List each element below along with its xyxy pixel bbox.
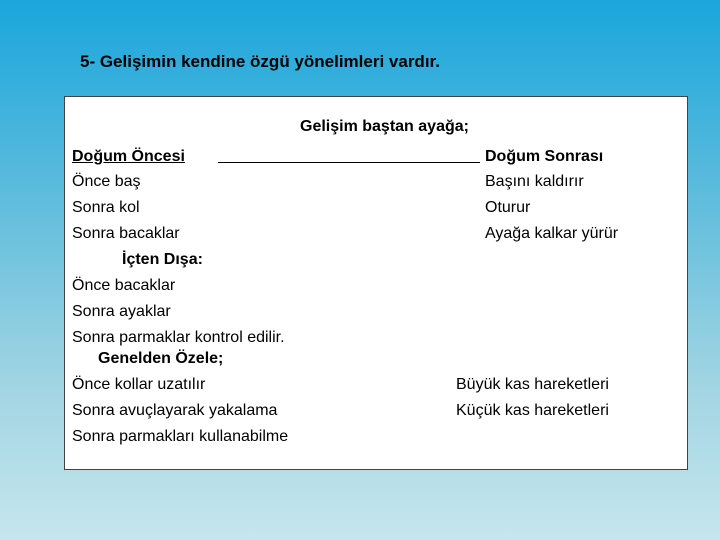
slide-title: 5- Gelişimin kendine özgü yönelimleri vardır. — [80, 52, 440, 71]
right-item: Küçük kas hareketleri — [456, 402, 609, 419]
left-item: Sonra ayaklar — [72, 303, 171, 320]
right-item: Oturur — [485, 199, 531, 216]
right-header: Doğum Sonrası — [485, 148, 604, 165]
right-item: Ayağa kalkar yürür — [485, 225, 619, 242]
left-item: Önce baş — [72, 173, 141, 190]
left-item: Önce bacaklar — [72, 277, 176, 294]
subheading-general-specific: Genelden Özele; — [98, 350, 224, 367]
left-item: Sonra kol — [72, 199, 140, 216]
left-item: Sonra bacaklar — [72, 225, 180, 242]
subheading-inside-out: İçten Dışa: — [122, 251, 203, 268]
left-item: Sonra avuçlayarak yakalama — [72, 402, 278, 419]
box-heading: Gelişim baştan ayağa; — [300, 118, 469, 135]
left-item: Sonra parmakları kullanabilme — [72, 428, 289, 445]
header-divider-line — [218, 162, 480, 163]
left-item: Sonra parmaklar kontrol edilir. — [72, 329, 285, 346]
left-header: Doğum Öncesi — [72, 148, 185, 165]
right-item: Büyük kas hareketleri — [456, 376, 609, 393]
right-item: Başını kaldırır — [485, 173, 584, 190]
left-item: Önce kollar uzatılır — [72, 376, 206, 393]
